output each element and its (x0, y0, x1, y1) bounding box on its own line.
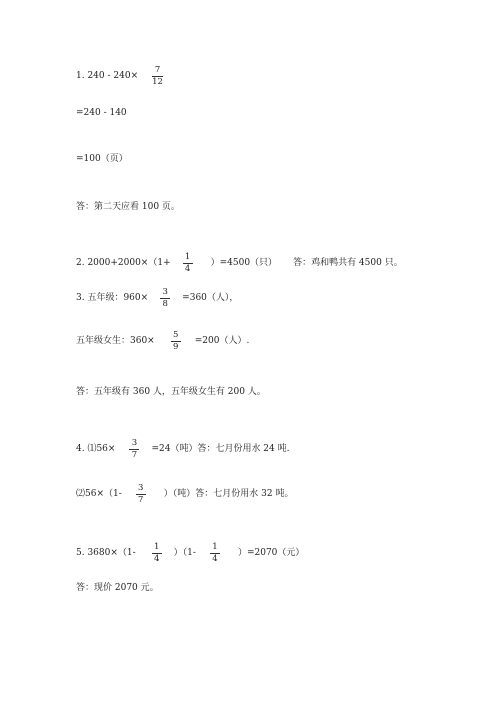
q3-answer: 答：五年级有 360 人，五年级女生有 200 人。 (76, 387, 266, 397)
fraction-numerator: 7 (154, 65, 161, 75)
q3-line1-fraction (160, 288, 170, 308)
q3-line1-expression: 3. 五年级：960× (76, 292, 149, 303)
q5-expression-middle: ）（1- (173, 547, 196, 558)
fraction-numerator: 5 (173, 330, 179, 340)
fraction-denominator: 9 (173, 341, 179, 352)
fraction-numerator: 3 (138, 483, 144, 493)
q4-line2-result: ）（吨）答：七月份用水 32 吨。 (163, 488, 294, 499)
fraction-denominator: 7 (138, 494, 144, 505)
fraction-numerator: 1 (212, 542, 218, 552)
q4-line1-fraction (129, 439, 139, 459)
fraction-numerator: 3 (131, 438, 138, 448)
fraction-denominator: 8 (162, 298, 168, 309)
q3-line2-expression: 五年级女生：360× (76, 335, 155, 346)
q3-line1 (76, 288, 238, 308)
q5-answer: 答：现价 2070 元。 (76, 583, 159, 593)
q4-line2 (76, 484, 293, 504)
q5-line (76, 543, 304, 563)
q1-fraction (152, 66, 163, 86)
q2-fraction (183, 253, 193, 273)
q4-line2-expression: ⑵56×（1- (76, 488, 122, 499)
q2-line (76, 253, 403, 273)
fraction-denominator: 4 (184, 263, 191, 274)
q3-line2-fraction (171, 331, 181, 351)
fraction-denominator: 7 (131, 449, 138, 460)
q1-answer: 答：第二天应看 100 页。 (76, 202, 180, 212)
q5-fraction-1 (152, 543, 162, 563)
q1-line3: =100（页） (76, 154, 128, 164)
fraction-denominator: 4 (153, 553, 160, 564)
fraction-denominator: 4 (212, 553, 218, 564)
q2-expression-end: ）=4500（只） (210, 257, 278, 268)
q2-expression-start: 2. 2000+2000×（1+ (76, 257, 171, 268)
fraction-numerator: 1 (184, 252, 191, 262)
q5-expression-end: ）=2070（元） (237, 547, 305, 558)
q3-line2 (76, 331, 249, 351)
q4-line1-result: =24（吨）答：七月份用水 24 吨. (151, 443, 290, 454)
q2-answer: 答：鸡和鸭共有 4500 只。 (293, 257, 403, 268)
q5-expression-start: 5. 3680×（1- (76, 547, 136, 558)
q3-line1-result: =360（人）， (182, 292, 239, 303)
q5-fraction-2 (210, 543, 220, 563)
fraction-denominator: 12 (152, 76, 163, 87)
fraction-numerator: 3 (162, 287, 168, 297)
q1-line2: =240 - 140 (76, 108, 127, 118)
q4-line2-fraction (136, 484, 146, 504)
fraction-numerator: 1 (153, 542, 160, 552)
q1-expression: 1. 240 - 240× (76, 70, 139, 81)
q4-line1 (76, 439, 289, 459)
q3-line2-result: =200（人）. (194, 335, 250, 346)
q1-line1 (76, 66, 165, 86)
q4-line1-expression: 4. ⑴56× (76, 443, 116, 454)
